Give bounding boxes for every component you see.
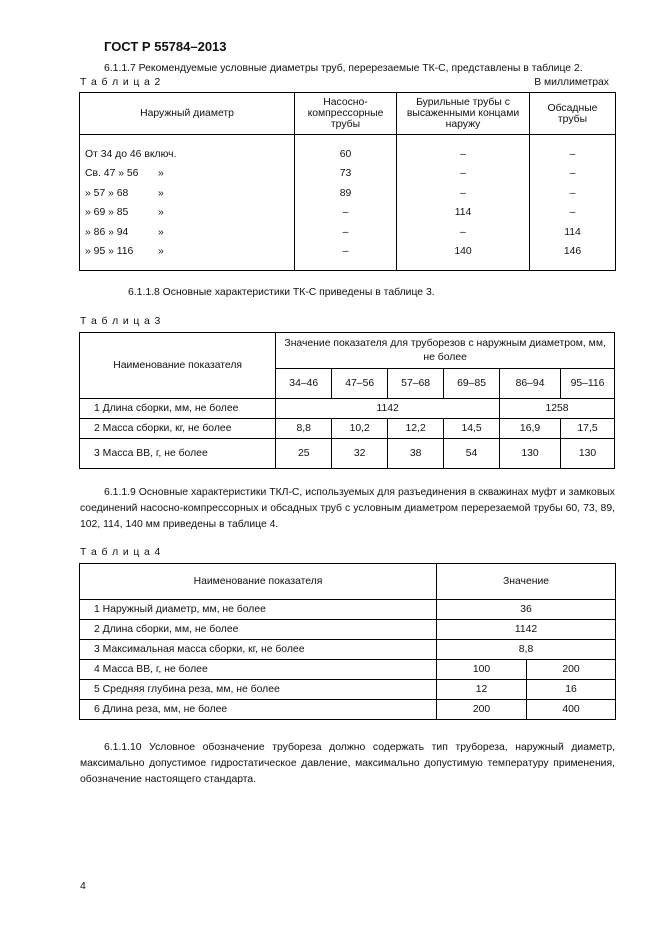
t4-row-name: 6 Длина реза, мм, не более [80,700,437,720]
t4-row-name: 4 Масса ВВ, г, не более [80,660,437,680]
t2-cell: 73 [295,165,397,185]
t2-cell: – [397,165,530,185]
t3-cell: 38 [388,439,444,469]
t3-header-group: Значение показателя для труборезов с наружным диаметром, мм, не более [276,333,615,369]
t3-row-name: 2 Масса сборки, кг, не более [80,419,276,439]
t3-cell: 17,5 [561,419,615,439]
table-row [80,700,616,720]
t2-header-drill: Бурильные трубы с высаженными концами наружу [397,93,530,135]
paragraph-6-1-1-9 [80,485,615,533]
t4-cell: 100 [437,660,527,680]
t3-range: 69–85 [444,369,500,399]
table-row [80,243,616,271]
t2-cell: – [295,243,397,271]
table3-caption: Т а б л и ц а 3 [80,316,162,327]
t2-cell: – [530,135,616,165]
t4-cell: 16 [527,680,616,700]
table-4 [79,563,616,720]
paragraph-6-1-1-9-text: 6.1.1.9 Основные характеристики ТКЛ-С, используемых для разъединения в скважинах муфт и замковых соединений насосно-компрессорных и обсадных труб с условным диаметром перерезаемой трубы 60, 73, 89, 102, 114, 140 мм приведены в таблице 4. [80,487,615,530]
t4-cell: 8,8 [437,640,616,660]
t2-cell: 114 [397,204,530,224]
t4-row-name: 5 Средняя глубина реза, мм, не более [80,680,437,700]
table-2 [79,92,616,271]
t3-cell: 1258 [500,399,615,419]
t4-cell: 36 [437,600,616,620]
t3-cell: 10,2 [332,419,388,439]
t2-cell: 140 [397,243,530,271]
paragraph-6-1-1-7: 6.1.1.7 Рекомендуемые условные диаметры труб, перерезаемые ТК-С, представлены в таблице 2. [104,63,583,74]
t3-range: 95–116 [561,369,615,399]
t3-cell: 32 [332,439,388,469]
t4-cell: 12 [437,680,527,700]
table-row [80,184,616,204]
paragraph-6-1-1-10-text: 6.1.1.10 Условное обозначение трубореза должно содержать тип трубореза, наружный диаметр, максимально допустимое гидростатическое давление, максимально допустимую температуру применения, обозначение настоящего стандарта. [80,742,615,785]
table-row [80,204,616,224]
t3-cell: 130 [500,439,561,469]
t3-cell: 1142 [276,399,500,419]
table-row [80,680,616,700]
t3-header-name: Наименование показателя [80,333,276,399]
table-row [80,223,616,243]
t3-range: 47–56 [332,369,388,399]
table-row [80,165,616,185]
t3-cell: 54 [444,439,500,469]
t2-diameter-suffix: » [158,226,164,238]
t2-diameter-suffix: » [158,246,164,258]
table-row [80,620,616,640]
table-3 [79,332,615,469]
t2-cell: – [397,184,530,204]
t2-header-diameter: Наружный диаметр [80,93,295,135]
table-row [80,600,616,620]
t3-cell: 16,9 [500,419,561,439]
t3-range: 86–94 [500,369,561,399]
t2-diameter-suffix: » [158,187,164,199]
t4-cell: 400 [527,700,616,720]
t2-diameter-suffix: » [158,207,164,219]
t3-cell: 12,2 [388,419,444,439]
paragraph-6-1-1-8: 6.1.1.8 Основные характеристики ТК-С приведены в таблице 3. [128,287,435,298]
t3-range: 34–46 [276,369,332,399]
table4-caption: Т а б л и ц а 4 [80,547,162,558]
t2-diameter: » 95 » 116 [85,246,134,258]
table-row [80,439,615,469]
table-row [80,135,616,165]
t2-diameter: Св. 47 » 56 [85,168,139,180]
t3-cell: 25 [276,439,332,469]
t4-cell: 1142 [437,620,616,640]
paragraph-6-1-1-10 [80,740,615,788]
t4-row-name: 2 Длина сборки, мм, не более [80,620,437,640]
t4-cell: 200 [437,700,527,720]
t2-diameter: » 57 » 68 [85,187,129,199]
t4-row-name: 1 Наружный диаметр, мм, не более [80,600,437,620]
table-row [80,640,616,660]
t3-cell: 14,5 [444,419,500,439]
table-row [80,419,615,439]
t3-cell: 130 [561,439,615,469]
t2-cell: – [295,204,397,224]
t3-row-name: 1 Длина сборки, мм, не более [80,399,276,419]
t4-cell: 200 [527,660,616,680]
t2-header-nkt: Насосно-компрессорные трубы [295,93,397,135]
t2-diameter-suffix: » [158,168,164,180]
t3-cell: 8,8 [276,419,332,439]
t2-cell: 89 [295,184,397,204]
page-number: 4 [80,881,86,892]
t2-cell: 146 [530,243,616,271]
t4-header-value: Значение [437,564,616,600]
t2-cell: – [530,204,616,224]
t2-cell: – [397,223,530,243]
table-row [80,399,615,419]
t3-range: 57–68 [388,369,444,399]
t4-row-name: 3 Максимальная масса сборки, кг, не более [80,640,437,660]
t2-cell: – [295,223,397,243]
table-row [80,660,616,680]
table2-units: В миллиметрах [534,77,609,88]
t2-cell: – [530,165,616,185]
t2-cell: 114 [530,223,616,243]
t2-header-casing: Обсадные трубы [530,93,616,135]
t2-diameter: » 86 » 94 [85,226,129,238]
table2-caption: Т а б л и ц а 2 [80,77,162,88]
standard-header: ГОСТ Р 55784–2013 [104,39,227,54]
t2-diameter: » 69 » 85 [85,207,129,219]
t2-diameter: От 34 до 46 включ. [85,148,177,160]
t2-cell: 60 [295,135,397,165]
t2-cell: – [530,184,616,204]
t2-cell: – [397,135,530,165]
t3-row-name: 3 Масса ВВ, г, не более [80,439,276,469]
t4-header-name: Наименование показателя [80,564,437,600]
